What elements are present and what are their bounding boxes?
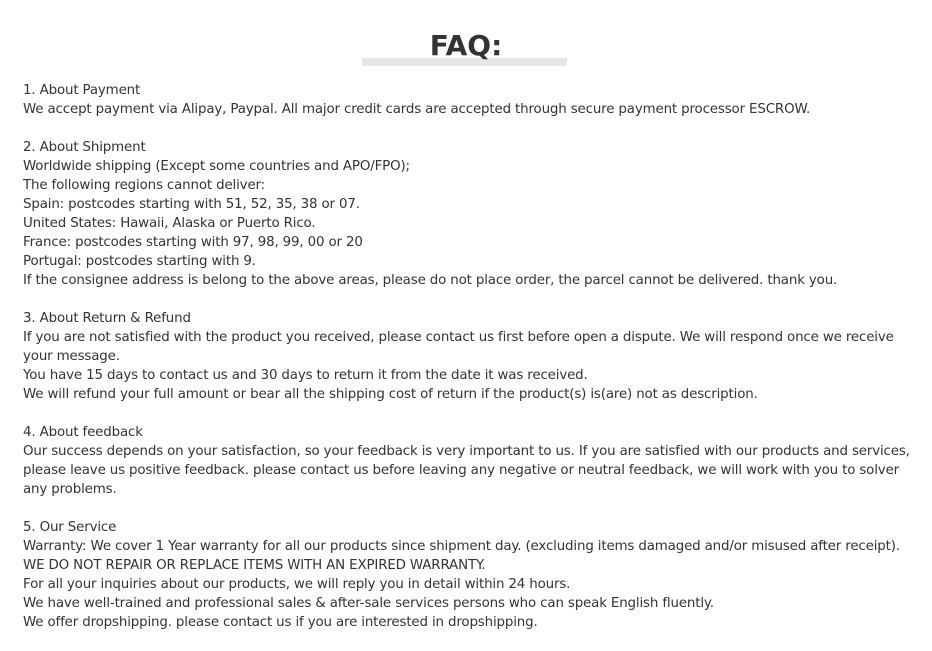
section-line: France: postcodes starting with 97, 98, 99, 00 or 20 bbox=[23, 235, 363, 250]
section-line: Portugal: postcodes starting with 9. bbox=[23, 254, 256, 269]
section-line: Our success depends on your satisfaction, so your feedback is very important to us. If you are satisfied with our products and services, please leave us positive feedback. please contact us before leaving any negative or neutral feedback, we will work with you to solver any problems. bbox=[23, 444, 910, 497]
section-line: We accept payment via Alipay, Paypal. All major credit cards are accepted through secure payment processor ESCROW. bbox=[23, 102, 811, 117]
faq-section-payment bbox=[23, 81, 923, 119]
section-heading: 1. About Payment bbox=[23, 83, 141, 98]
section-line: Warranty: We cover 1 Year warranty for all our products since shipment day. (excluding items damaged and/or misused after receipt). bbox=[23, 539, 900, 554]
section-line: If the consignee address is belong to the above areas, please do not place order, the parcel cannot be delivered. thank you. bbox=[23, 273, 838, 288]
section-heading: 2. About Shipment bbox=[23, 140, 146, 155]
faq-content bbox=[23, 81, 923, 651]
section-line: Spain: postcodes starting with 51, 52, 35, 38 or 07. bbox=[23, 197, 360, 212]
section-line: We offer dropshipping. please contact us if you are interested in dropshipping. bbox=[23, 615, 538, 630]
faq-section-feedback bbox=[23, 423, 923, 499]
faq-section-shipment bbox=[23, 138, 923, 290]
section-heading: 5. Our Service bbox=[23, 520, 117, 535]
page-title: FAQ: bbox=[429, 29, 503, 62]
section-line: We will refund your full amount or bear all the shipping cost of return if the product(s) is(are) not as description. bbox=[23, 387, 758, 402]
section-line: Worldwide shipping (Except some countries and APO/FPO); bbox=[23, 159, 410, 174]
section-line: We have well-trained and professional sales & after-sale services persons who can speak English fluently. bbox=[23, 596, 714, 611]
section-line: The following regions cannot deliver: bbox=[23, 178, 266, 193]
faq-section-return-refund bbox=[23, 309, 923, 404]
section-heading: 4. About feedback bbox=[23, 425, 143, 440]
section-line: If you are not satisfied with the product you received, please contact us first before open a dispute. We will respond once we receive your message. bbox=[23, 330, 894, 364]
faq-header bbox=[0, 28, 932, 70]
section-line: United States: Hawaii, Alaska or Puerto Rico. bbox=[23, 216, 316, 231]
section-line: For all your inquiries about our products, we will reply you in detail within 24 hours. bbox=[23, 577, 571, 592]
section-line: WE DO NOT REPAIR OR REPLACE ITEMS WITH AN EXPIRED WARRANTY. bbox=[23, 558, 486, 573]
faq-section-service bbox=[23, 518, 923, 632]
section-line: You have 15 days to contact us and 30 days to return it from the date it was received. bbox=[23, 368, 588, 383]
section-heading: 3. About Return & Refund bbox=[23, 311, 191, 326]
